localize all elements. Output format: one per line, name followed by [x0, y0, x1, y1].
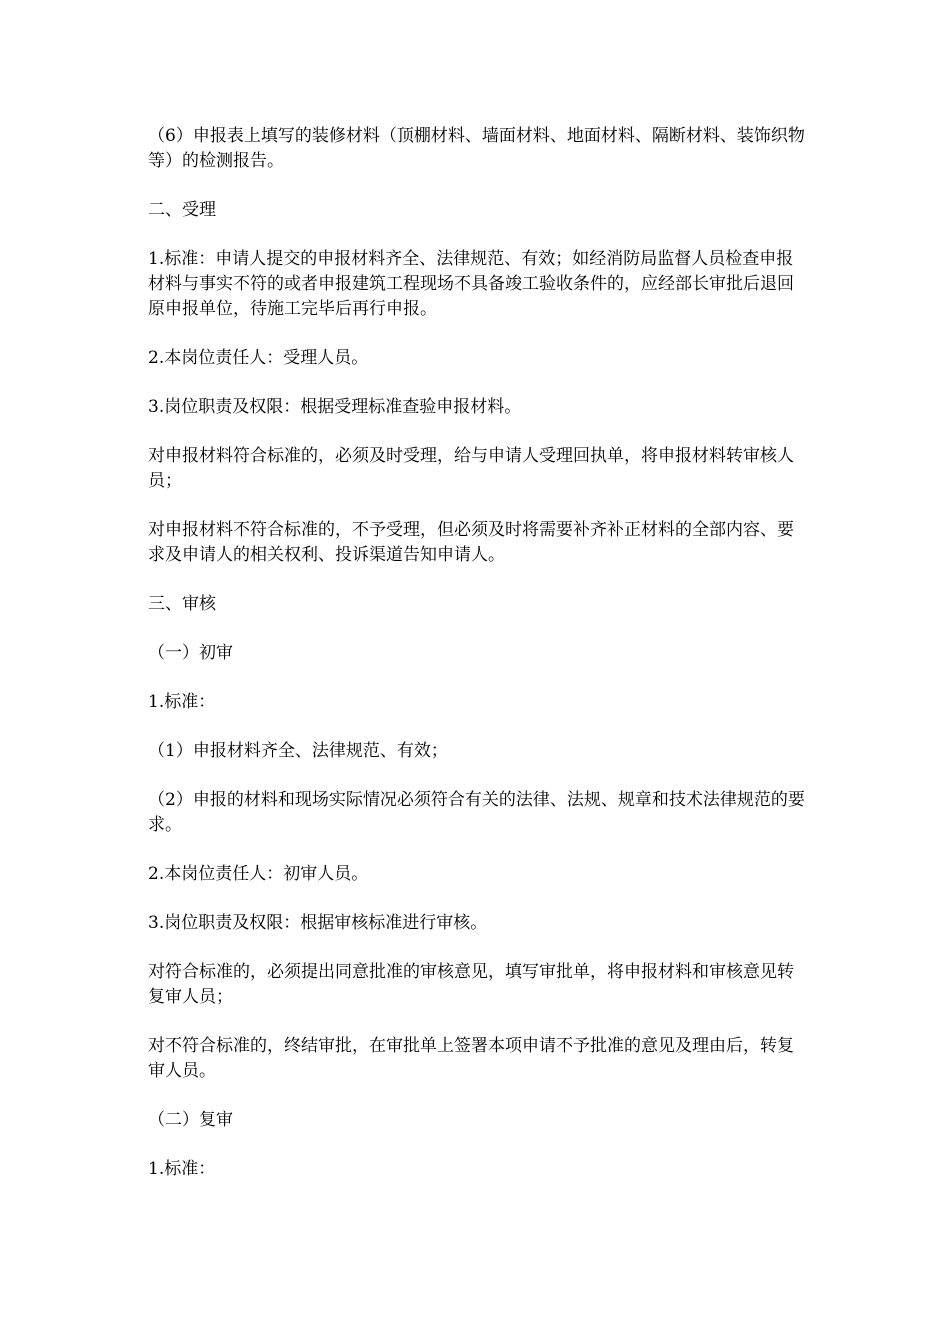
paragraph-initial-noncompliant: 对不符合标准的，终结审批，在审批单上签署本项申请不予批准的意见及理由后，转复审人员。: [148, 1036, 794, 1081]
paragraph-decoration-materials-report: （6）申报表上填写的装修材料（顶棚材料、墙面材料、地面材料、隔断材料、装饰织物等）的检测报告。: [148, 126, 805, 171]
paragraph-initial-standard-2: （2）申报的材料和现场实际情况必须符合有关的法律、法规、规章和技术法律规范的要求。: [148, 790, 805, 835]
paragraph-acceptance-standard: 1.标准：申请人提交的申报材料齐全、法律规范、有效；如经消防局监督人员检查申报材料与事实不符的或者申报建筑工程现场不具备竣工验收条件的，应经部长审批后退回原申报单位，待施工完毕后再行申报。: [148, 249, 794, 319]
paragraph-second-standard-label: 1.标准：: [148, 1159, 216, 1179]
paragraph-initial-responsible: 2.本岗位责任人：初审人员。: [148, 864, 369, 884]
subsection-heading-initial-review: （一）初审: [148, 643, 233, 663]
paragraph-initial-standard-label: 1.标准：: [148, 692, 216, 712]
paragraph-initial-standard-1: （1）申报材料齐全、法律规范、有效；: [148, 741, 448, 761]
section-heading-review: 三、审核: [148, 594, 216, 614]
paragraph-initial-compliant: 对符合标准的，必须提出同意批准的审核意见，填写审批单，将申报材料和审核意见转复审人员；: [148, 962, 794, 1007]
section-heading-acceptance: 二、受理: [148, 200, 216, 220]
paragraph-acceptance-noncompliant: 对申报材料不符合标准的，不予受理，但必须及时将需要补齐补正材料的全部内容、要求及申请人的相关权利、投诉渠道告知申请人。: [148, 520, 794, 565]
paragraph-acceptance-compliant: 对申报材料符合标准的，必须及时受理，给与申请人受理回执单，将申报材料转审核人员；: [148, 446, 794, 491]
paragraph-acceptance-responsible: 2.本岗位责任人：受理人员。: [148, 348, 369, 368]
paragraph-acceptance-duties: 3.岗位职责及权限：根据受理标准查验申报材料。: [148, 397, 522, 417]
document-body: [148, 124, 808, 1206]
subsection-heading-second-review: （二）复审: [148, 1110, 233, 1130]
paragraph-initial-duties: 3.岗位职责及权限：根据审核标准进行审核。: [148, 913, 488, 933]
